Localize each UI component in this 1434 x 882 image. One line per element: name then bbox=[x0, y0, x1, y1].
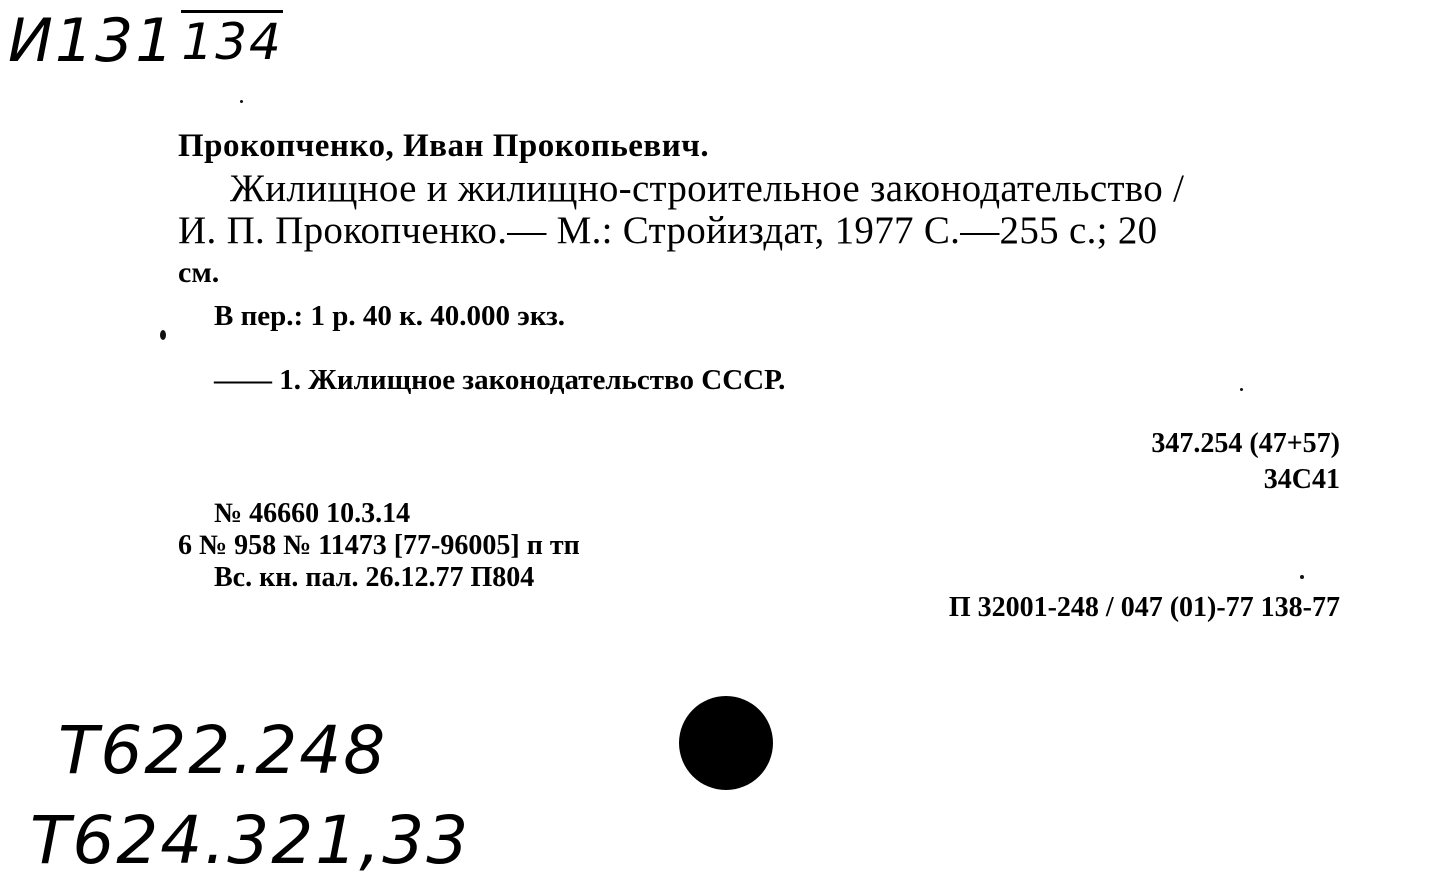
bbk-code: 34С41 bbox=[1263, 464, 1340, 495]
ink-speck bbox=[1240, 388, 1243, 391]
print-info-line-1: № 46660 10.3.14 bbox=[214, 498, 411, 529]
subject-heading: —— 1. Жилищное законодательство СССР. bbox=[214, 364, 786, 396]
shelf-mark-top-sub: 134 bbox=[181, 10, 282, 67]
shelf-mark-bottom-2: Т624.321,33 bbox=[30, 802, 471, 879]
shelf-mark-top bbox=[8, 6, 283, 76]
print-info-line-3: Вс. кн. пал. 26.12.77 П804 bbox=[214, 562, 535, 593]
print-info-line-2: 6 № 958 № 11473 [77-96005] п тп bbox=[178, 530, 580, 561]
title-line-1: Жилищное и жилищно-строительное законодательство / bbox=[230, 167, 1185, 210]
publisher-index: П 32001-248 / 047 (01)-77 138-77 bbox=[948, 592, 1340, 623]
punch-hole bbox=[679, 696, 773, 790]
title-line-3: см. bbox=[178, 256, 220, 289]
udc-code: 347.254 (47+57) bbox=[1151, 428, 1340, 459]
price-line: В пер.: 1 р. 40 к. 40.000 экз. bbox=[214, 300, 566, 332]
shelf-mark-bottom-1: Т622.248 bbox=[58, 712, 388, 789]
title-line-2: И. П. Прокопченко.— М.: Стройиздат, 1977 С.—255 с.; 20 bbox=[178, 209, 1158, 252]
ink-speck bbox=[240, 100, 243, 103]
author-heading: Прокопченко, Иван Прокопьевич. bbox=[178, 128, 710, 164]
ink-speck bbox=[1300, 575, 1304, 579]
shelf-mark-top-main: И131 bbox=[8, 6, 176, 76]
ink-speck bbox=[160, 330, 166, 340]
